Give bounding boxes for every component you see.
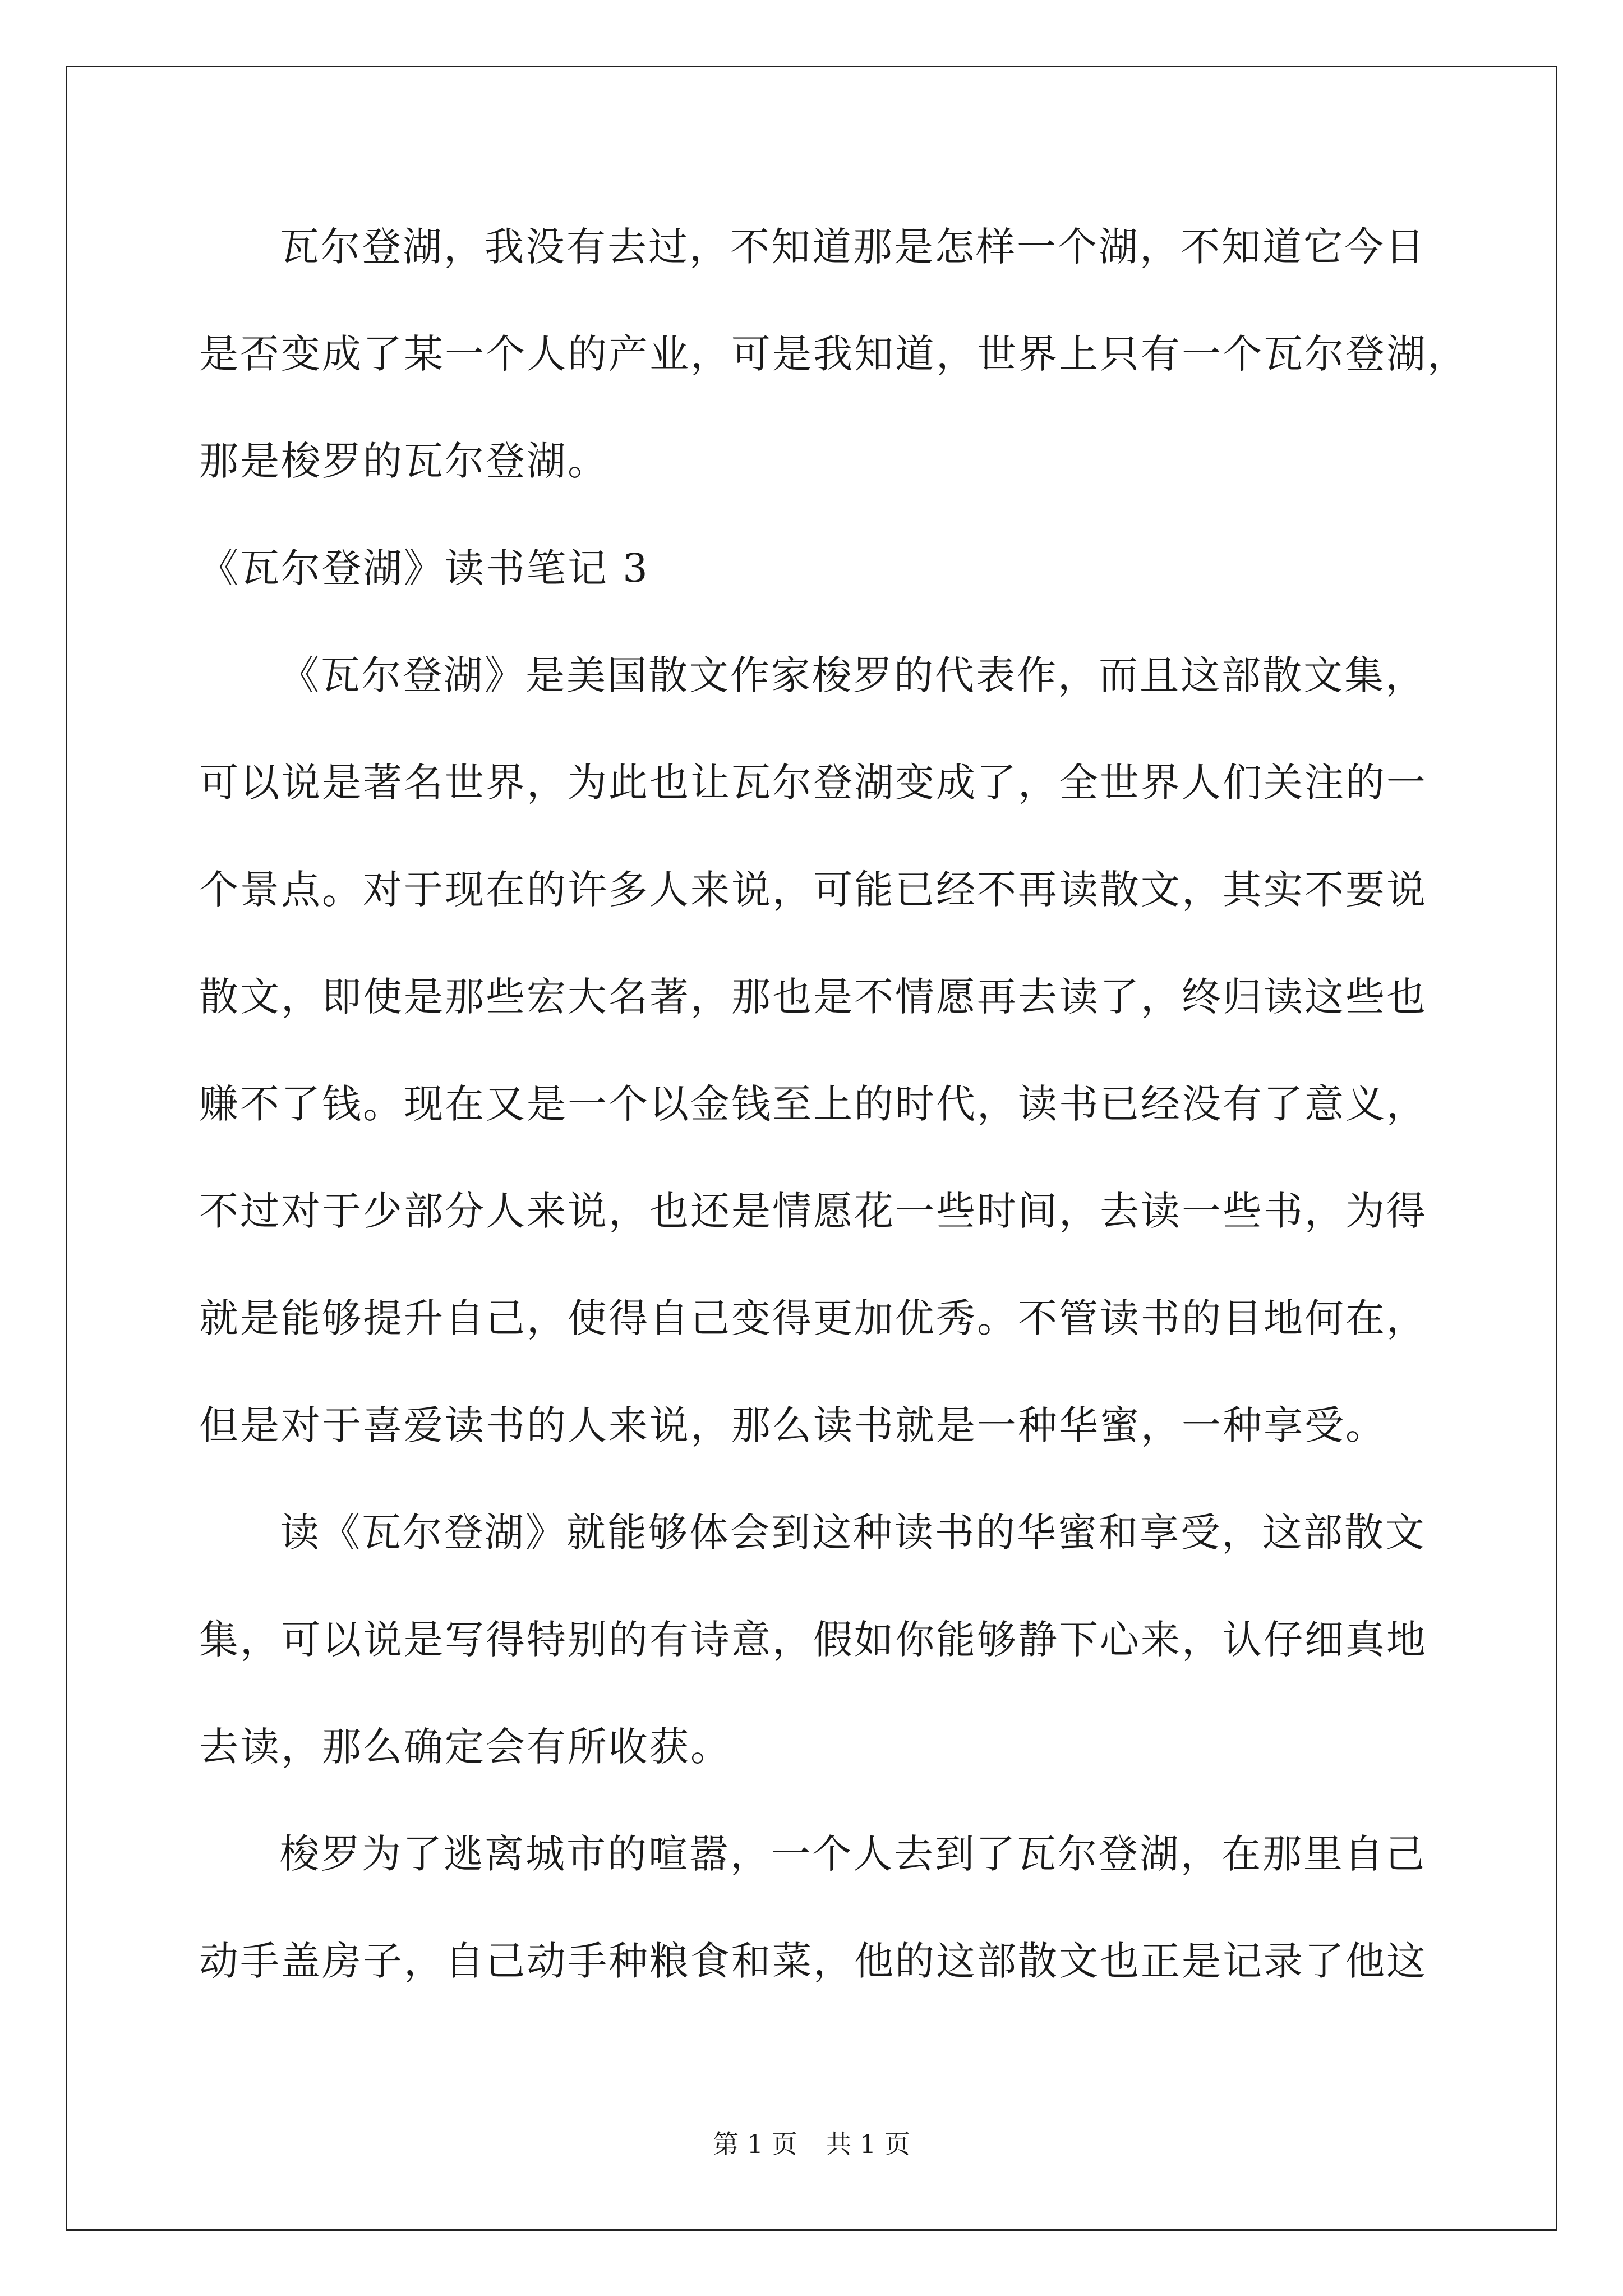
page-footer bbox=[0, 2127, 1623, 2161]
text-line: 读《瓦尔登湖》就能够体会到这种读书的华蜜和享受，这部散文 bbox=[280, 1510, 1426, 1556]
text-line: 可以说是著名世界，为此也让瓦尔登湖变成了，全世界人们关注的一 bbox=[199, 760, 1427, 806]
section-heading: 《瓦尔登湖》读书笔记 3 bbox=[199, 545, 649, 591]
text-line: 不过对于少部分人来说，也还是情愿花一些时间，去读一些书，为得 bbox=[199, 1188, 1427, 1234]
document-body bbox=[199, 220, 1468, 2041]
page-number: 第 1 页 bbox=[713, 2129, 797, 2159]
text-line: 那是梭罗的瓦尔登湖。 bbox=[199, 438, 608, 484]
page-total: 共 1 页 bbox=[826, 2129, 910, 2159]
text-line: 瓦尔登湖，我没有去过，不知道那是怎样一个湖，不知道它今日 bbox=[280, 224, 1426, 270]
text-line: 去读，那么确定会有所收获。 bbox=[199, 1724, 731, 1770]
text-line: 但是对于喜爱读书的人来说，那么读书就是一种华蜜，一种享受。 bbox=[199, 1402, 1386, 1448]
text-line: 个景点。对于现在的许多人来说，可能已经不再读散文，其实不要说 bbox=[199, 867, 1427, 913]
text-line: 梭罗为了逃离城市的喧嚣，一个人去到了瓦尔登湖，在那里自己 bbox=[280, 1831, 1426, 1877]
text-line: 《瓦尔登湖》是美国散文作家梭罗的代表作，而且这部散文集， bbox=[280, 652, 1426, 698]
text-line: 散文，即使是那些宏大名著，那也是不情愿再去读了，终归读这些也 bbox=[199, 974, 1427, 1020]
text-line: 集，可以说是写得特别的有诗意，假如你能够静下心来，认仔细真地 bbox=[199, 1617, 1427, 1663]
text-line: 就是能够提升自己，使得自己变得更加优秀。不管读书的目地何在， bbox=[199, 1295, 1427, 1341]
text-line: 是否变成了某一个人的产业，可是我知道，世界上只有一个瓦尔登湖， bbox=[199, 331, 1468, 377]
text-line: 动手盖房子，自己动手种粮食和菜，他的这部散文也正是记录了他这 bbox=[199, 1938, 1427, 1984]
text-line: 赚不了钱。现在又是一个以金钱至上的时代，读书已经没有了意义， bbox=[199, 1081, 1427, 1127]
